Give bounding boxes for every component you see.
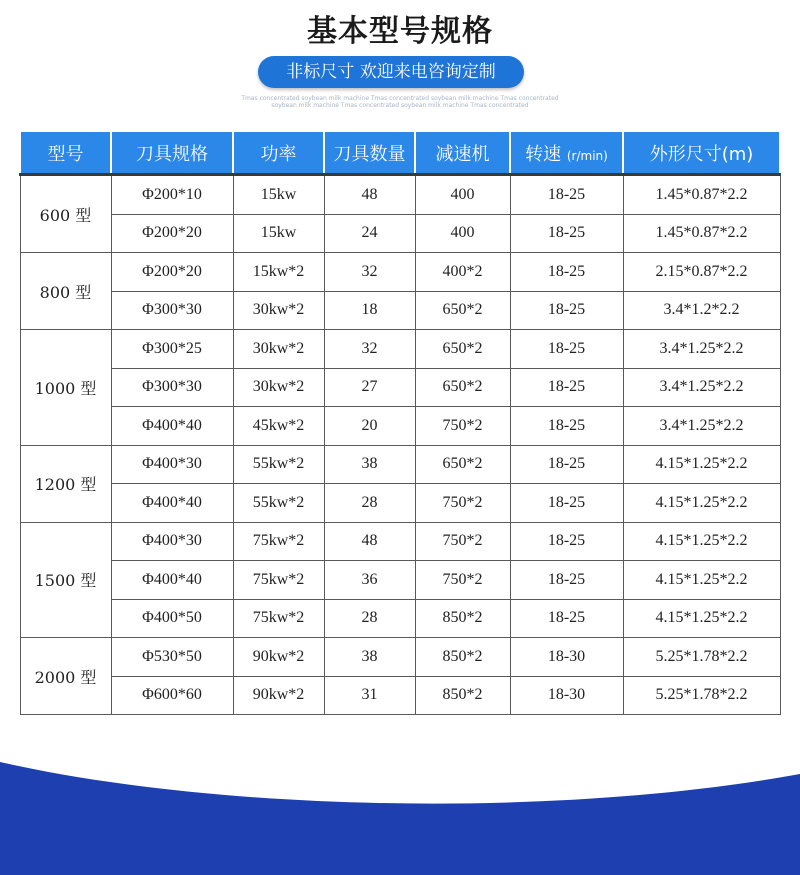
speed-cell: 18-30 [510,638,623,677]
cutter-spec-cell: Φ400*30 [111,522,233,561]
fine-print [200,95,600,109]
dimensions-cell: 5.25*1.78*2.2 [623,638,780,677]
cutter-spec-cell: Φ400*40 [111,407,233,446]
cutter-count-cell: 32 [324,330,415,369]
cutter-spec-cell: Φ400*30 [111,445,233,484]
table-header-row [20,131,780,175]
power-cell: 75kw*2 [233,599,324,638]
dimensions-cell: 3.4*1.25*2.2 [623,407,780,446]
fine-print-line: soybean milk machine Tmas concentrated soybean milk machine Tmas concentrated [271,102,529,109]
header-reducer: 减速机 [415,131,510,175]
table-row [20,445,780,484]
reducer-cell: 650*2 [415,368,510,407]
table-row [20,638,780,677]
reducer-cell: 750*2 [415,484,510,523]
footer-wave [0,740,800,875]
page-title: 基本型号规格 [307,14,493,49]
cutter-spec-cell: Φ400*40 [111,484,233,523]
speed-cell: 18-25 [510,561,623,600]
dimensions-cell: 4.15*1.25*2.2 [623,445,780,484]
header-speed-unit: (r/min) [566,148,608,163]
reducer-cell: 750*2 [415,522,510,561]
dimensions-cell: 3.4*1.2*2.2 [623,291,780,330]
cutter-count-cell: 31 [324,676,415,715]
table-row [20,214,780,253]
cutter-count-cell: 28 [324,484,415,523]
cutter-spec-cell: Φ300*25 [111,330,233,369]
header-model: 型号 [20,131,111,175]
cutter-spec-cell: Φ600*60 [111,676,233,715]
reducer-cell: 400 [415,214,510,253]
reducer-cell: 650*2 [415,330,510,369]
reducer-cell: 850*2 [415,599,510,638]
speed-cell: 18-25 [510,175,623,215]
cutter-count-cell: 18 [324,291,415,330]
cutter-count-cell: 36 [324,561,415,600]
speed-cell: 18-25 [510,407,623,446]
header-power: 功率 [233,131,324,175]
table-row [20,522,780,561]
speed-cell: 18-25 [510,291,623,330]
table-row [20,291,780,330]
cutter-spec-cell: Φ200*20 [111,253,233,292]
power-cell: 15kw [233,175,324,215]
cutter-count-cell: 38 [324,445,415,484]
cutter-spec-cell: Φ400*40 [111,561,233,600]
cutter-spec-cell: Φ200*20 [111,214,233,253]
header-speed [510,131,623,175]
power-cell: 55kw*2 [233,445,324,484]
dimensions-cell: 5.25*1.78*2.2 [623,676,780,715]
dimensions-cell: 3.4*1.25*2.2 [623,368,780,407]
speed-cell: 18-25 [510,214,623,253]
cutter-count-cell: 38 [324,638,415,677]
power-cell: 75kw*2 [233,522,324,561]
power-cell: 15kw*2 [233,253,324,292]
header-cutter-spec: 刀具规格 [111,131,233,175]
table-row [20,175,780,215]
model-cell: 800 型 [20,253,111,330]
reducer-cell: 850*2 [415,638,510,677]
power-cell: 15kw [233,214,324,253]
reducer-cell: 850*2 [415,676,510,715]
table-row [20,484,780,523]
fine-print-line: Tmas concentrated soybean milk machine Tmas concentrated soybean milk machine Tmas concentrated [241,95,559,102]
reducer-cell: 400 [415,175,510,215]
power-cell: 30kw*2 [233,291,324,330]
model-cell: 1000 型 [20,330,111,446]
table-row [20,330,780,369]
speed-cell: 18-25 [510,599,623,638]
speed-cell: 18-25 [510,484,623,523]
model-cell: 2000 型 [20,638,111,715]
dimensions-cell: 1.45*0.87*2.2 [623,214,780,253]
speed-cell: 18-30 [510,676,623,715]
dimensions-cell: 4.15*1.25*2.2 [623,561,780,600]
spec-table [19,130,781,715]
power-cell: 30kw*2 [233,368,324,407]
speed-cell: 18-25 [510,253,623,292]
model-cell: 600 型 [20,175,111,253]
header-cutter-count: 刀具数量 [324,131,415,175]
cutter-count-cell: 48 [324,522,415,561]
dimensions-cell: 1.45*0.87*2.2 [623,175,780,215]
cutter-count-cell: 20 [324,407,415,446]
custom-size-badge: 非标尺寸 欢迎来电咨询定制 [258,56,524,88]
table-row [20,368,780,407]
dimensions-cell: 4.15*1.25*2.2 [623,522,780,561]
dimensions-cell: 4.15*1.25*2.2 [623,484,780,523]
table-row [20,407,780,446]
speed-cell: 18-25 [510,445,623,484]
dimensions-cell: 2.15*0.87*2.2 [623,253,780,292]
power-cell: 45kw*2 [233,407,324,446]
reducer-cell: 650*2 [415,445,510,484]
speed-cell: 18-25 [510,368,623,407]
cutter-spec-cell: Φ300*30 [111,291,233,330]
power-cell: 75kw*2 [233,561,324,600]
header-dimensions: 外形尺寸(m) [623,131,780,175]
cutter-spec-cell: Φ300*30 [111,368,233,407]
cutter-spec-cell: Φ200*10 [111,175,233,215]
table-row [20,561,780,600]
reducer-cell: 650*2 [415,291,510,330]
dimensions-cell: 3.4*1.25*2.2 [623,330,780,369]
power-cell: 55kw*2 [233,484,324,523]
table-row [20,676,780,715]
cutter-count-cell: 27 [324,368,415,407]
table-row [20,599,780,638]
cutter-count-cell: 24 [324,214,415,253]
power-cell: 90kw*2 [233,676,324,715]
speed-cell: 18-25 [510,522,623,561]
cutter-count-cell: 48 [324,175,415,215]
model-cell: 1500 型 [20,522,111,638]
cutter-spec-cell: Φ400*50 [111,599,233,638]
reducer-cell: 750*2 [415,407,510,446]
table-row [20,253,780,292]
power-cell: 30kw*2 [233,330,324,369]
dimensions-cell: 4.15*1.25*2.2 [623,599,780,638]
cutter-count-cell: 32 [324,253,415,292]
reducer-cell: 400*2 [415,253,510,292]
cutter-count-cell: 28 [324,599,415,638]
model-cell: 1200 型 [20,445,111,522]
reducer-cell: 750*2 [415,561,510,600]
power-cell: 90kw*2 [233,638,324,677]
cutter-spec-cell: Φ530*50 [111,638,233,677]
header-speed-label: 转速 [525,143,562,165]
speed-cell: 18-25 [510,330,623,369]
